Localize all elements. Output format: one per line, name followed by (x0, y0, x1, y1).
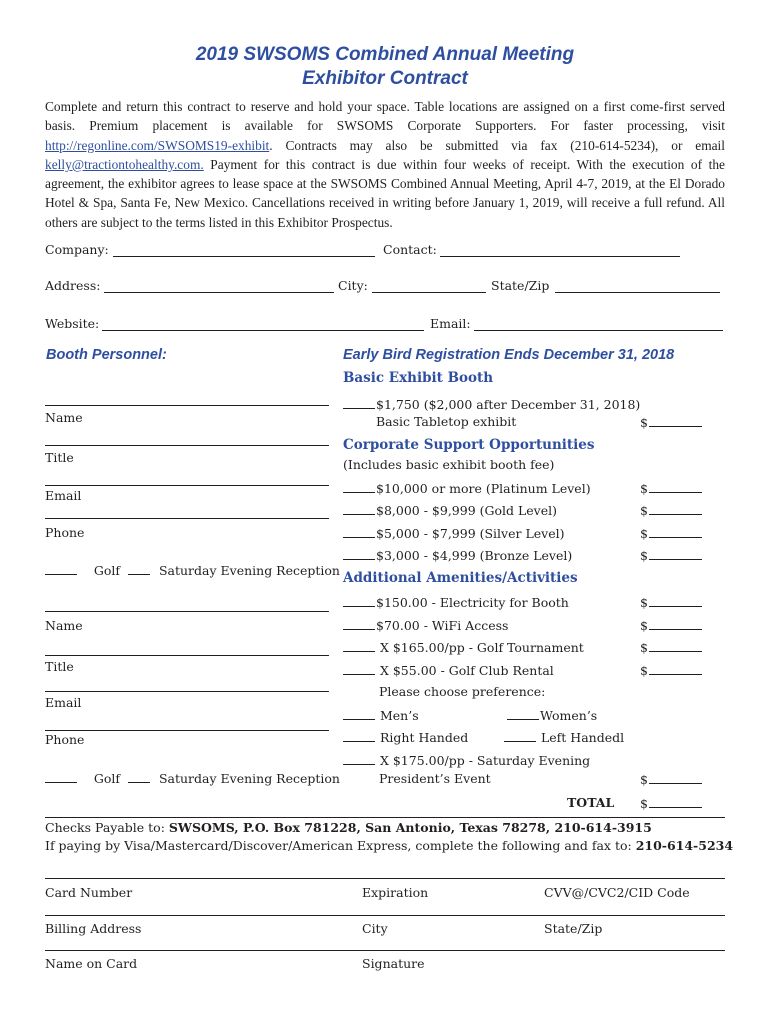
billing-address-label: Billing Address (45, 921, 142, 936)
address-label: Address: (45, 278, 101, 293)
gold-option: $8,000 - $9,999 (Gold Level) (343, 502, 557, 519)
basic-booth-option (343, 396, 640, 413)
website-label: Website: (45, 316, 100, 331)
personnel1-title-label: Title (45, 450, 74, 465)
personnel2-activities (45, 770, 340, 787)
company-field[interactable] (113, 256, 375, 257)
right-handed-option: Right Handed (343, 729, 468, 746)
contract-title-line2: Exhibitor Contract (302, 68, 468, 89)
booth-personnel-heading: Booth Personnel: (46, 347, 167, 363)
personnel1-email-label: Email (45, 488, 82, 503)
personnel1-name-field[interactable] (45, 405, 329, 406)
golf-checkbox[interactable] (45, 562, 77, 575)
left-handed-option: Left Handedl (504, 729, 624, 746)
basic-booth-heading: Basic Exhibit Booth (343, 370, 494, 386)
bronze-option: $3,000 - $4,999 (Bronze Level) (343, 547, 572, 564)
gold-checkbox[interactable] (343, 502, 375, 515)
wifi-option: $70.00 - WiFi Access (343, 617, 508, 634)
personnel2-title-label: Title (45, 659, 74, 674)
personnel2-email-field[interactable] (45, 691, 329, 692)
silver-option: $5,000 - $7,999 (Silver Level) (343, 525, 565, 542)
corporate-support-heading: Corporate Support Opportunities (343, 437, 595, 453)
golf-tournament-amount[interactable]: $ (640, 639, 702, 655)
card-number-label: Card Number (45, 885, 133, 900)
mens-option: Men’s (343, 707, 419, 724)
checks-payable: Checks Payable to: SWSOMS, P.O. Box 781228, San Antonio, Texas 78278, 210-614-3915 (45, 820, 652, 835)
preference-label: Please choose preference: (379, 684, 546, 699)
company-label: Company: (45, 242, 109, 257)
wifi-checkbox[interactable] (343, 617, 375, 630)
email-label: Email: (430, 316, 471, 331)
bronze-amount[interactable]: $ (640, 547, 702, 563)
basic-booth-checkbox[interactable] (343, 396, 375, 409)
dinner-amount[interactable]: $ (640, 771, 702, 787)
email-link[interactable]: kelly@tractiontohealthy.com. (45, 156, 204, 172)
intro-paragraph (45, 97, 725, 232)
silver-checkbox[interactable] (343, 525, 375, 538)
payment-divider (45, 817, 725, 818)
name-on-card-label: Name on Card (45, 956, 138, 971)
bronze-checkbox[interactable] (343, 547, 375, 560)
state-zip-field[interactable] (555, 292, 720, 293)
reception-checkbox[interactable] (128, 562, 150, 575)
silver-amount[interactable]: $ (640, 525, 702, 541)
golf-tournament-qty[interactable] (343, 639, 375, 652)
name-signature-line[interactable] (45, 950, 725, 951)
personnel2-name-label: Name (45, 618, 83, 633)
personnel2-email-label: Email (45, 695, 82, 710)
golf-label: Golf (93, 771, 121, 786)
platinum-option: $10,000 or more (Platinum Level) (343, 480, 591, 497)
amenities-heading: Additional Amenities/Activities (343, 570, 578, 586)
electricity-amount[interactable]: $ (640, 594, 702, 610)
personnel2-title-field[interactable] (45, 655, 329, 656)
personnel1-email-field[interactable] (45, 485, 329, 486)
electricity-option: $150.00 - Electricity for Booth (343, 594, 569, 611)
reception-label: Saturday Evening Reception (158, 563, 340, 578)
golf-rental-amount[interactable]: $ (640, 662, 702, 678)
personnel2-name-field[interactable] (45, 611, 329, 612)
dinner-option: X $175.00/pp - Saturday Evening (343, 752, 590, 769)
expiration-label: Expiration (362, 885, 429, 900)
golf-tournament-option: X $165.00/pp - Golf Tournament (343, 639, 584, 656)
basic-booth-desc: Basic Tabletop exhibit (376, 414, 517, 429)
personnel1-activities (45, 562, 340, 579)
personnel1-title-field[interactable] (45, 445, 329, 446)
basic-booth-price: $1,750 ($2,000 after December 31, 2018) (376, 397, 641, 412)
early-bird-heading: Early Bird Registration Ends December 31, 2018 (343, 347, 675, 363)
platinum-checkbox[interactable] (343, 480, 375, 493)
contact-field[interactable] (440, 256, 680, 257)
wifi-amount[interactable]: $ (640, 617, 702, 633)
intro-text-3: Payment for this contract is due within four weeks of receipt. With the execution of the agreement, the exhibitor agrees to lease space at the SWSOMS Combined Annual Meeting, April 4-7, 2019, at the El Dorado Hotel & Spa, Santa Fe, New Mexico. Cancellations received in writing before January 1, 2019, will receive a full refund. All others are subject to the terms listed in this Exhibitor Prospectus. (45, 156, 725, 230)
signature-label: Signature (362, 956, 425, 971)
corporate-support-note: (Includes basic exhibit booth fee) (343, 457, 555, 472)
reception-checkbox[interactable] (128, 770, 150, 783)
personnel2-phone-field[interactable] (45, 730, 329, 731)
address-field[interactable] (104, 292, 334, 293)
cvv-label: CVV@/CVC2/CID Code (544, 885, 690, 900)
personnel1-phone-field[interactable] (45, 518, 329, 519)
golf-rental-option: X $55.00 - Golf Club Rental (343, 662, 554, 679)
email-field[interactable] (474, 330, 723, 331)
total-amount[interactable]: $ (640, 795, 702, 811)
card-fax-note: If paying by Visa/Mastercard/Discover/American Express, complete the following and fax to: 210-614-5234 (45, 838, 734, 853)
intro-text-2: . Contracts may also be submitted via fax (210-614-5234), or email (269, 137, 725, 153)
mens-checkbox[interactable] (343, 707, 375, 720)
billing-city-label: City (362, 921, 388, 936)
city-field[interactable] (372, 292, 486, 293)
electricity-checkbox[interactable] (343, 594, 375, 607)
reception-label: Saturday Evening Reception (158, 771, 340, 786)
platinum-amount[interactable]: $ (640, 480, 702, 496)
contact-label: Contact: (383, 242, 437, 257)
registration-link[interactable]: http://regonline.com/SWSOMS19-exhibit (45, 137, 270, 153)
golf-checkbox[interactable] (45, 770, 77, 783)
intro-text-1: Complete and return this contract to reserve and hold your space. Table locations are assigned on a first come-first served basis. Premium placement is available for SWSOMS Corporate Supporters. For faster processing, visit (45, 99, 725, 134)
basic-booth-amount[interactable]: $ (640, 414, 702, 430)
state-zip-label: State/Zip (491, 278, 550, 293)
dinner-option-line2: President’s Event (379, 771, 491, 786)
total-label: TOTAL (567, 795, 615, 810)
womens-option: Women’s (507, 707, 597, 724)
personnel1-phone-label: Phone (45, 525, 85, 540)
gold-amount[interactable]: $ (640, 502, 702, 518)
personnel1-name-label: Name (45, 410, 83, 425)
womens-checkbox[interactable] (507, 707, 539, 720)
golf-label: Golf (93, 563, 121, 578)
dinner-qty[interactable] (343, 752, 375, 765)
billing-line[interactable] (45, 915, 725, 916)
city-label: City: (338, 278, 368, 293)
left-handed-checkbox[interactable] (504, 729, 536, 742)
billing-state-zip-label: State/Zip (544, 921, 603, 936)
right-handed-checkbox[interactable] (343, 729, 375, 742)
card-number-line[interactable] (45, 878, 725, 879)
personnel2-phone-label: Phone (45, 732, 85, 747)
contract-title-line1: 2019 SWSOMS Combined Annual Meeting (195, 44, 575, 65)
website-field[interactable] (102, 330, 424, 331)
golf-rental-qty[interactable] (343, 662, 375, 675)
